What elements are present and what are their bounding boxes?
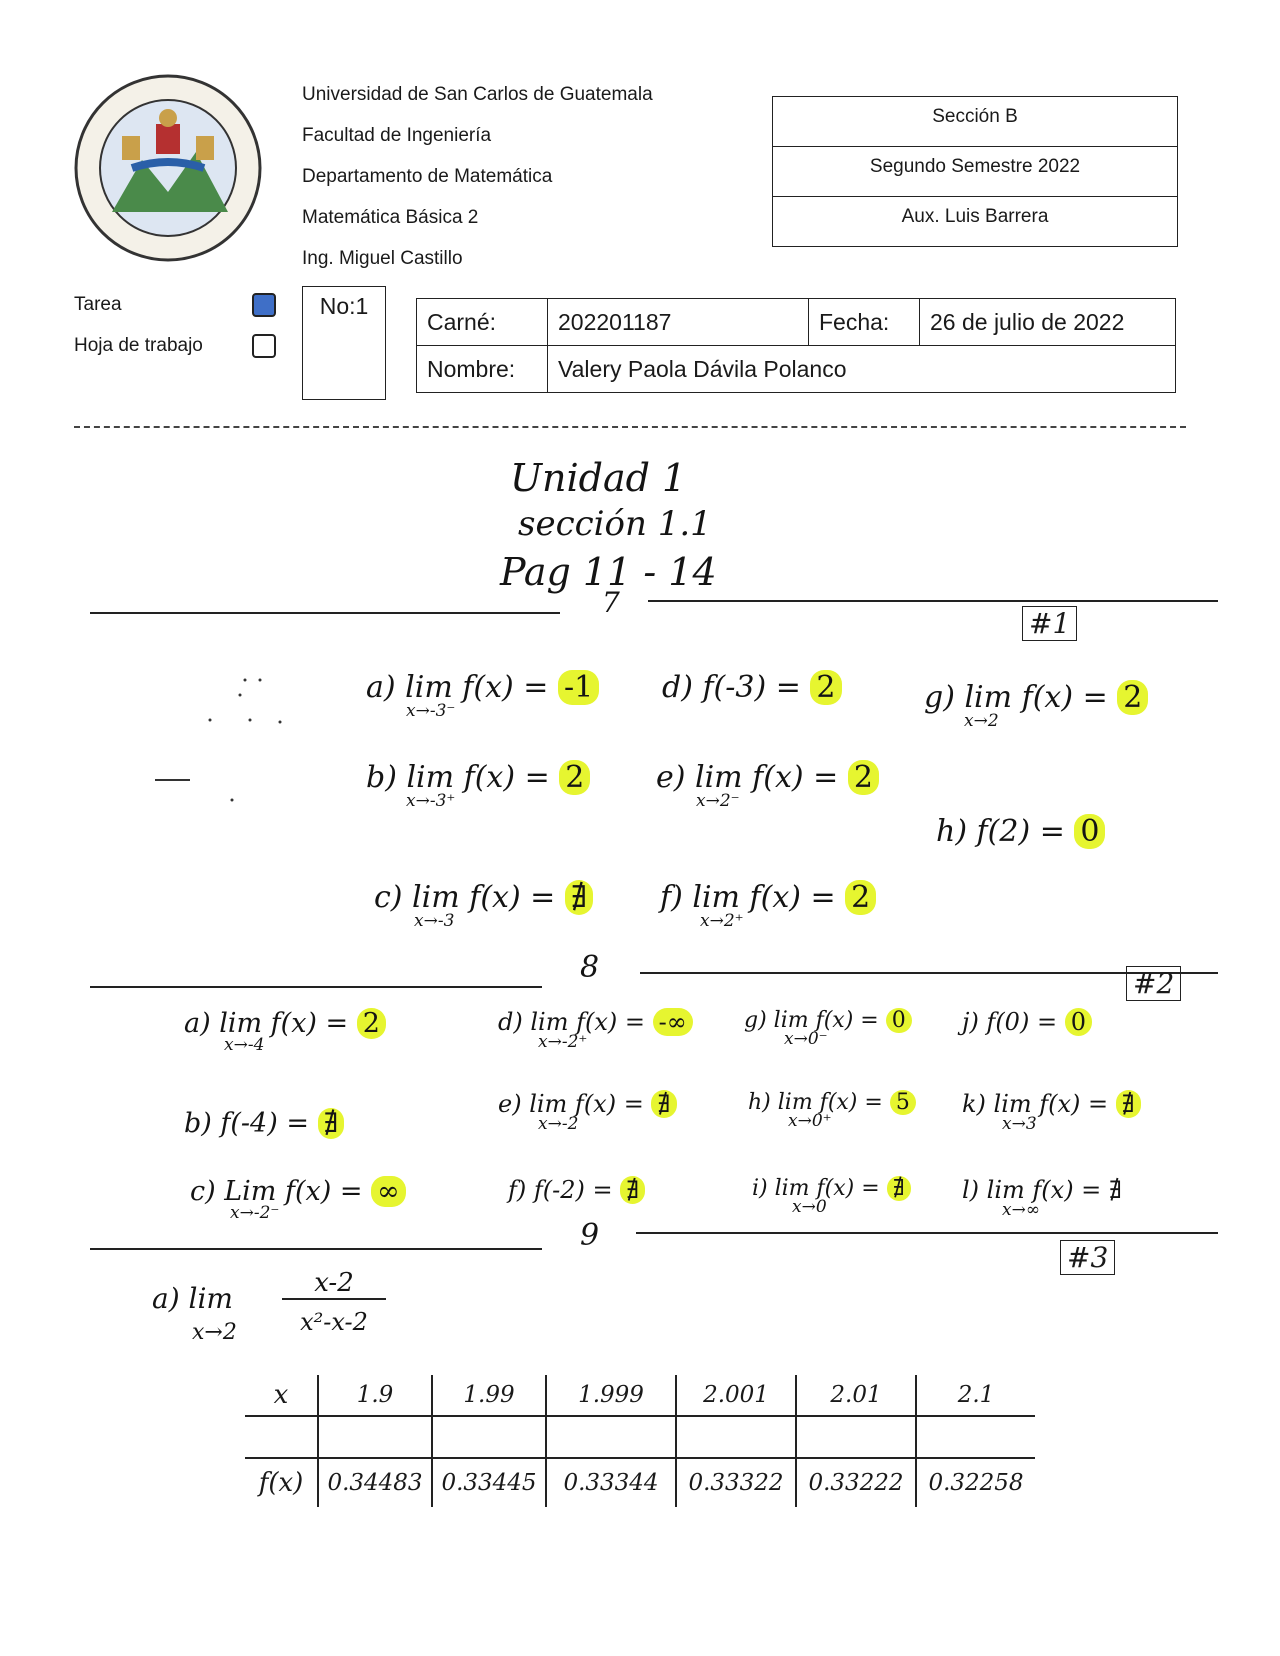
p2-j-answer: 0 bbox=[1065, 1008, 1092, 1036]
p1-g-label: g) lim f(x) = bbox=[924, 680, 1108, 715]
p1-b-sub: x→-3⁺ bbox=[406, 791, 456, 811]
fx-cell: 0.32258 bbox=[916, 1458, 1035, 1507]
rule-page7-right bbox=[648, 600, 1218, 602]
p1-c-sub: x→-3 bbox=[414, 911, 455, 931]
p1-b-label: b) lim f(x) = bbox=[366, 760, 550, 795]
p2-f bbox=[508, 1176, 645, 1204]
p1-h-answer: 0 bbox=[1074, 814, 1105, 849]
p1-a-label: a) lim f(x) = bbox=[366, 670, 549, 705]
p2-e bbox=[498, 1090, 677, 1134]
p1-e-answer: 2 bbox=[848, 760, 879, 795]
exercise-3-tag: #3 bbox=[1060, 1240, 1115, 1275]
p2-h-label: h) lim f(x) = bbox=[748, 1090, 883, 1115]
p1-g-answer: 2 bbox=[1117, 680, 1148, 715]
p1-f-answer: 2 bbox=[845, 880, 876, 915]
p1-d-answer: 2 bbox=[810, 670, 841, 705]
unit-title: Unidad 1 bbox=[510, 456, 687, 500]
p1-c-answer: ∄ bbox=[565, 880, 593, 915]
p2-g bbox=[744, 1008, 912, 1049]
x-cell: 1.9 bbox=[318, 1375, 432, 1416]
spacer-cell bbox=[676, 1416, 796, 1458]
x-cell: 2.01 bbox=[796, 1375, 916, 1416]
exercise-1-tag: #1 bbox=[1022, 606, 1077, 641]
spacer-cell bbox=[245, 1416, 318, 1458]
spacer-cell bbox=[796, 1416, 916, 1458]
assistant-label: Aux. Luis Barrera bbox=[901, 206, 1049, 227]
number-box bbox=[302, 286, 386, 400]
p2-g-answer: 0 bbox=[886, 1008, 912, 1033]
p2-d-label: d) lim f(x) = bbox=[498, 1008, 645, 1036]
p2-k-sub: x→3 bbox=[1002, 1114, 1037, 1134]
pages-title: Pag 11 - 14 bbox=[500, 550, 717, 594]
nombre-value: Valery Paola Dávila Polanco bbox=[548, 346, 1176, 393]
p2-a-label: a) lim f(x) = bbox=[184, 1008, 349, 1039]
spacer-cell bbox=[318, 1416, 432, 1458]
university-name: Universidad de San Carlos de Guatemala bbox=[302, 84, 653, 105]
p2-k-label: k) lim f(x) = bbox=[962, 1090, 1109, 1118]
spacer-row bbox=[245, 1416, 1035, 1458]
rule-page9-right bbox=[636, 1232, 1218, 1234]
p2-l bbox=[962, 1176, 1122, 1220]
p2-l-label: l) lim f(x) = bbox=[962, 1176, 1102, 1204]
spacer-cell bbox=[432, 1416, 546, 1458]
spacer-cell bbox=[916, 1416, 1035, 1458]
p2-j bbox=[962, 1008, 1092, 1036]
student-info-table bbox=[416, 298, 1176, 393]
p2-i bbox=[752, 1176, 911, 1217]
page-number-9: 9 bbox=[580, 1218, 600, 1253]
p1-c-label: c) lim f(x) = bbox=[374, 880, 556, 915]
fecha-value: 26 de julio de 2022 bbox=[920, 299, 1176, 346]
p2-i-label: i) lim f(x) = bbox=[752, 1176, 880, 1201]
p1-h-label: h) f(2) = bbox=[936, 814, 1065, 849]
p2-c-answer: ∞ bbox=[371, 1176, 406, 1207]
p2-g-sub: x→0⁻ bbox=[784, 1029, 828, 1049]
section-label: Sección B bbox=[773, 97, 1177, 147]
fx-cell: 0.33322 bbox=[676, 1458, 796, 1507]
exercise-2-tag: #2 bbox=[1126, 966, 1181, 1001]
p3-numerator: x-2 bbox=[282, 1268, 386, 1300]
fx-cell: 0.33344 bbox=[546, 1458, 676, 1507]
p2-k-answer: ∄ bbox=[1116, 1090, 1141, 1118]
p2-h-answer: 5 bbox=[890, 1090, 916, 1115]
fx-cell: 0.33222 bbox=[796, 1458, 916, 1507]
p2-h-sub: x→0⁺ bbox=[788, 1111, 832, 1131]
professor-name: Ing. Miguel Castillo bbox=[302, 248, 463, 269]
p1-d-label: d) f(-3) = bbox=[662, 670, 801, 705]
p1-b bbox=[366, 760, 590, 811]
p2-e-answer: ∄ bbox=[651, 1090, 676, 1118]
p1-f-label: f) lim f(x) = bbox=[660, 880, 836, 915]
p2-e-sub: x→-2 bbox=[538, 1114, 579, 1134]
p2-c-sub: x→-2⁻ bbox=[230, 1203, 280, 1223]
fx-cell: 0.33445 bbox=[432, 1458, 546, 1507]
p2-l-sub: x→∞ bbox=[1002, 1200, 1040, 1220]
p2-d-sub: x→-2⁺ bbox=[538, 1032, 588, 1052]
p2-k bbox=[962, 1090, 1141, 1134]
tarea-checkbox[interactable] bbox=[252, 293, 276, 317]
x-header: x bbox=[245, 1375, 318, 1416]
course-name: Matemática Básica 2 bbox=[302, 207, 479, 228]
p1-g bbox=[924, 680, 1148, 731]
fx-cell: 0.34483 bbox=[318, 1458, 432, 1507]
p2-a bbox=[184, 1008, 386, 1055]
department-name: Departamento de Matemática bbox=[302, 166, 553, 187]
p1-c bbox=[374, 880, 593, 931]
p3-sub: x→2 bbox=[192, 1320, 237, 1345]
rule-page8-left bbox=[90, 986, 542, 988]
graph-scribble bbox=[150, 650, 330, 830]
p2-i-sub: x→0 bbox=[792, 1197, 827, 1217]
x-cell: 1.999 bbox=[546, 1375, 676, 1416]
p1-a bbox=[366, 670, 599, 721]
p3-denominator: x²-x-2 bbox=[300, 1308, 368, 1336]
x-cell: 1.99 bbox=[432, 1375, 546, 1416]
p2-b bbox=[184, 1108, 344, 1139]
p1-e-label: e) lim f(x) = bbox=[656, 760, 839, 795]
rule-page9-left bbox=[90, 1248, 542, 1250]
university-seal bbox=[72, 72, 264, 264]
fx-header: f(x) bbox=[258, 1468, 304, 1498]
p2-f-label: f) f(-2) = bbox=[508, 1176, 613, 1204]
carne-label: Carné: bbox=[417, 299, 548, 346]
p2-a-answer: 2 bbox=[357, 1008, 386, 1039]
values-table bbox=[245, 1375, 1035, 1507]
p1-e-sub: x→2⁻ bbox=[696, 791, 740, 811]
p1-g-sub: x→2 bbox=[964, 711, 999, 731]
p2-e-label: e) lim f(x) = bbox=[498, 1090, 644, 1118]
page-number-8: 8 bbox=[580, 950, 600, 985]
p3-label: a) lim bbox=[152, 1282, 233, 1315]
p2-h bbox=[748, 1090, 916, 1131]
rule-page7-left bbox=[90, 612, 560, 614]
p2-j-label: j) f(0) = bbox=[962, 1008, 1058, 1036]
x-cell: 2.1 bbox=[916, 1375, 1035, 1416]
p1-a-sub: x→-3⁻ bbox=[406, 701, 456, 721]
p2-l-answer: ∄ bbox=[1108, 1176, 1122, 1204]
fx-row bbox=[245, 1458, 1035, 1507]
p1-d bbox=[662, 670, 842, 705]
x-row bbox=[245, 1375, 1035, 1416]
nombre-label: Nombre: bbox=[417, 346, 548, 393]
p2-g-label: g) lim f(x) = bbox=[744, 1008, 879, 1033]
p2-d-answer: -∞ bbox=[653, 1008, 693, 1036]
p2-d bbox=[498, 1008, 693, 1052]
p2-b-label: b) f(-4) = bbox=[184, 1108, 309, 1139]
p2-b-answer: ∄ bbox=[318, 1108, 345, 1139]
p2-c-label: c) Lim f(x) = bbox=[190, 1176, 363, 1207]
spacer-cell bbox=[546, 1416, 676, 1458]
p1-e bbox=[656, 760, 879, 811]
p2-i-answer: ∄ bbox=[887, 1176, 911, 1201]
carne-value: 202201187 bbox=[548, 299, 809, 346]
p1-f bbox=[660, 880, 876, 931]
page-number-7: 7 bbox=[602, 586, 620, 619]
dashed-divider bbox=[74, 426, 1186, 428]
p1-f-sub: x→2⁺ bbox=[700, 911, 744, 931]
hoja-label: Hoja de trabajo bbox=[74, 335, 203, 356]
section-title: sección 1.1 bbox=[518, 504, 712, 544]
hoja-checkbox[interactable] bbox=[252, 334, 276, 358]
p2-a-sub: x→-4 bbox=[224, 1035, 265, 1055]
section-box bbox=[772, 96, 1178, 247]
fecha-label: Fecha: bbox=[809, 299, 920, 346]
number-label: No:1 bbox=[319, 293, 369, 319]
x-cell: 2.001 bbox=[676, 1375, 796, 1416]
semester-label: Segundo Semestre 2022 bbox=[773, 147, 1177, 197]
p1-a-answer: -1 bbox=[558, 670, 599, 705]
tarea-label: Tarea bbox=[74, 294, 122, 315]
p2-f-answer: ∄ bbox=[620, 1176, 645, 1204]
p1-h bbox=[936, 814, 1105, 849]
p1-b-answer: 2 bbox=[559, 760, 590, 795]
p2-c bbox=[190, 1176, 406, 1223]
faculty-name: Facultad de Ingeniería bbox=[302, 125, 492, 146]
